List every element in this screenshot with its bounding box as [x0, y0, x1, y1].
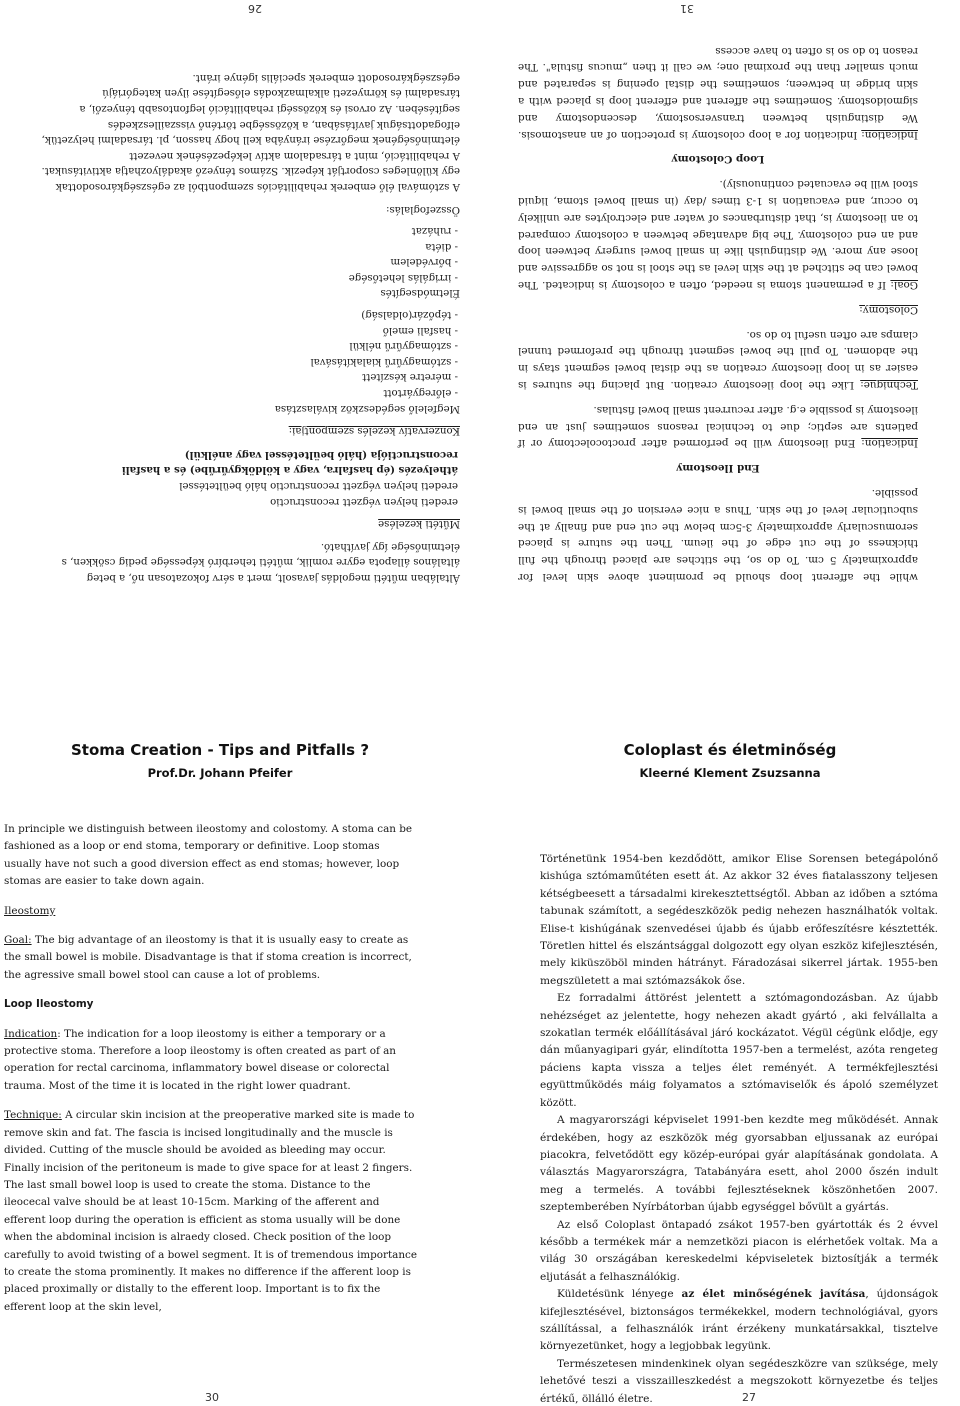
paragraph: [540, 1286, 938, 1356]
paragraph: [518, 401, 918, 451]
paragraph: Ez forradalmi áttörést jelentett a sztómagondozásban. Az újabb nehézséget az jelentette, hogy nehezen akadt gyártó , aki felvállalta a szokatlan termék előállításával járó kockázatot. Végül cégünk elődje, egy dán műanyagipari gyár, elindította 1957-ben a termelést, azóta rengeteg páciens kapta vissza a teljes élet reményét. A termékfejlesztési együttműködés máig folyamatos a sztómaviselők és ápoló személyzet között.: [540, 992, 938, 1109]
sub-heading: Életmódsegítés: [380, 287, 460, 299]
list-item: - irrigálás lehetősége: [348, 271, 458, 283]
list-item: - hasfali emelő: [382, 324, 458, 336]
paragraph: [4, 932, 419, 984]
article-author: Prof.Dr. Johann Pfeifer: [147, 766, 293, 780]
list-item: - diéta: [425, 240, 458, 252]
paragraph: while the afferent loop should be prominent above skin level for approximately 5 cm. To do so, the stitches are placed through the full thickness of the cut edge of the ileum. Then the suture is placed seromuscularly approximately 3-5cm below the cut end and finally at the subcuticular level of the skin. Thus a nice eversion of the small bowel is possible.: [518, 487, 918, 583]
paragraph: [518, 42, 918, 143]
page-number: 31: [680, 2, 694, 15]
list-item: - sztómagyűrű kialakításával: [310, 355, 458, 367]
list-item: eredeti helyen végzett reconstructio: [270, 495, 458, 507]
section-heading: Loop Colostomy: [671, 153, 765, 166]
label: Indication:: [861, 128, 918, 141]
article-author: Kleerné Klement Zsuzsanna: [639, 766, 821, 780]
paragraph: [4, 1026, 419, 1096]
paragraph: [518, 326, 918, 393]
page-31-body: [518, 34, 918, 585]
label: Goal:: [4, 934, 32, 947]
section-heading: Konzervatív kezelés szempontjai:: [288, 425, 460, 437]
text: End ileostomy will be performed after proctocolectomy or if patients are septic; due to technical reasons sometimes just an end ileostomy is possible e.g. after recurrent small bowel fistulas.: [518, 403, 918, 450]
paragraph: [4, 1107, 419, 1316]
article-title: Stoma Creation - Tips and Pitfalls ?: [70, 741, 370, 759]
article-header: [520, 741, 940, 780]
text: A circular skin incision at the preoperative marked site is made to remove skin and fat. The fascia is incised longitudinally and the muscle is divided. Cutting of the muscle should be avoided as bleeding may occur. Finally incision of the peritoneum is made to give space for at least 2 fingers. The last small bowel loop is used to create the stoma. Distance to the ileocecal valve should be at least 10-15cm. Marking of the afferent and efferent loop during the operation is efficient as stoma usually will be done when the abdominal incision is alraedy closed. Check position of the loop carefully to avoid twisting of a bowel segment. It is of tremendous importance to create the stoma prominently. It makes no difference if the afferent loop is placed proximally or distally to the efferent loop. Important is to fix the efferent loop at the skin level,: [4, 1109, 418, 1313]
paragraph: A sztómával élő emberek rehabilitációs szempontból az egészségkárosodottak egy különleges csoportját képezik. Számos tényező akadályozhatja aktivitásukat. A rehabilitáció, mint a társadalom aktív leképezésének nevezett életminőségének megőrzése irányába kell hogy hasson, pl. társadalmi helyzetük, elfogadottságuk javításában, a közösségbe történő visszailleszkedés segítésében. Az orvosi és közösségi rehabilitáció legfontosabb tényezői, a társadalmi és környezeti alkalmazkodás elősegítése ilyen kategóriájú egészségkárosodott emberek speciális igénye iránt.: [41, 71, 460, 192]
section-heading: Colostomy:: [859, 303, 918, 316]
list-item: - előregyártott: [383, 387, 458, 399]
paragraph: [518, 175, 918, 293]
text: , újdonságok kifejlesztésével, biztonságos termékekkel, modern technológiával, gyors szállítással, a felhasználók iránt érzékeny munkatársakkal, tisztelve környezetünket, hogy a legjobbak legyünk.: [540, 1288, 938, 1353]
article-title: Coloplast és életminőség: [623, 741, 837, 759]
paragraph: A magyarországi képviselet 1991-ben kezdte meg működését. Annak érdekében, hogy az eszközök még gyorsabban eljussanak az európai piacokra, felvetődött egy közép-európai gyár alapításának gondolata. A választás Magyarországra, Tatabányára esett, ahol 2000 őszén indult meg a termelés. A további fejlesztéseknek köszönhetően 2007. szeptemberében Nyírbátorban újabb egységgel bővült a gyártás.: [540, 1114, 938, 1214]
text: Indication for a loop colostomy is protection of an anastomosis. We distinguish between transversostomy, descendostomy and sigmoidostomy. Sometimes the afferent and efferent loop is placed with a skin bridge in between; sometimes the distal opening is separated and much smaller than the proximal one; we call it then „mucus fistula". The reason to do so is often to have access: [518, 44, 918, 141]
section-heading: Műtéti kezelése: [378, 518, 460, 530]
label: Goal:: [890, 279, 918, 292]
page-number: 30: [205, 1391, 219, 1404]
label: Indication: [4, 1027, 58, 1040]
label: Technique:: [860, 379, 918, 392]
list-item: - bőrvédelem: [390, 256, 458, 268]
sub-heading: Összefoglalás:: [386, 203, 460, 215]
page-number: 27: [742, 1391, 756, 1404]
paragraph: Történetünk 1954-ben kezdődött, amikor Elise Sorensen betegápolónő kishúga sztómaműtéten esett át. Az akkor 32 éves fiatalasszony teljesen kétségbeesett a társadalmi kirekesztettségtől. Abban az időben a sztóma tabunak számított, a segédeszközök pedig nehezen használhatók voltak. Elise-t kishúgának szenvedései újabb és újabb erőfeszítésre késztették. Töretlen hittel és elszántsággal dolgozott egy olyan eszköz kifejlesztésén, mely kiküszöböl minden hátrányt. Fáradozásai sikerrel jártak. 1955-ben megszületett a mai sztómazsákok őse.: [540, 853, 938, 987]
text: Like the loop ileostomy creation. But placing the sutures is easier as in loop ileostomy creation as the distal bowel segment stays in the abdomen. To pull the bowel segment through the preformed tunnel clamps are often useful to do so.: [518, 328, 918, 392]
page-26: [0, 0, 480, 703]
page-number: 26: [248, 2, 262, 15]
sub-heading: Megfelelő segédeszköz kiválasztása: [274, 402, 460, 414]
paragraph: In principle we distinguish between ileostomy and colostomy. A stoma can be fashioned as a loop or end stoma, temporary or definitive. Loop stomas usually have not such a good diversion effect as end stomas; however, loop stomas are easier to take down again.: [4, 823, 413, 888]
section-heading: End Ileostomy: [676, 462, 760, 475]
list-item: eredeti helyen végzett reconstructio háló beültetéssel: [179, 480, 458, 492]
section-heading: Ileostomy: [4, 904, 56, 917]
list-item: - tépőzár(oldalság): [361, 309, 458, 321]
text: Küldetésünk lényege: [557, 1288, 682, 1301]
paragraph: Természetesen mindenkinek olyan segédeszközre van szüksége, mely lehetővé teszi a visszailleszkedést a megszokott környezetbe és teljes értékű, öllálló életre.: [540, 1357, 938, 1405]
section-heading: Loop Ileostomy: [4, 998, 94, 1011]
article-body: [540, 851, 938, 1406]
article-body: [4, 821, 419, 1328]
paragraph: Általában műtéti megoldás javasolt, mert a sérv fokozatosan nő, a beteg általános állapota egyre romlik, műtéti teherbíró képessége pedig csökken, s életminősége így javítható.: [61, 540, 460, 583]
page-30: [0, 703, 480, 1406]
page-27: [480, 703, 960, 1406]
lower-spread: [0, 703, 960, 1406]
list-item: - ruházat: [411, 225, 458, 237]
text: : The indication for a loop ileostomy is either a temporary or a protective stoma. Therefore a loop ileostomy is often created as part of an operation for rectal carcinoma, inflammatory bowel disease or colorectal trauma. Most of the time it is located in the right lower quadrant.: [4, 1027, 396, 1092]
text: The big advantage of an ileostomy is that it is usually easy to create as the small bowel is mobile. Disadvantage is that if stoma creation is incorrect, the agressive small bowel stool can cause a lot of problems.: [4, 934, 412, 981]
text: If a permanent stoma is needed, often a colostomy is indicated. The bowel can be stitched at the skin level as the stool is not so aggressive and loose any more. We distinguish like in small bowel surgery between loop and an end colostomy. The big advantage between a colostomy compared to an ileostomy is, that disturbances of water and electrolytes are unlikely to occur, and evacuation is 1-3 times /day (in small bowel stoma, liquid stool will be evacuated continuously).: [518, 178, 918, 292]
list-item: - méretre készített: [362, 371, 458, 383]
label: Technique:: [4, 1109, 62, 1122]
label: Indication:: [861, 437, 918, 450]
paragraph: Az első Coloplast öntapadó zsákot 1957-ben gyártották és 2 évvel később a termékek már a nemzetközi piacon is elérhetőek voltak. Ma a világ 30 országában kereskedelmi képviseletek biztosítják a termék eljutását a felhasználókig.: [540, 1218, 938, 1283]
emphasis: az élet minőségének javítása: [681, 1288, 866, 1301]
page-31: [480, 0, 960, 703]
list-item: áthelyezés (ép hasfalra, vagy a köldökgyűrűbe) és a hasfali reconstructiója (háló beültetéssel vagy anélkül): [121, 448, 458, 477]
list-item: - sztómagyűrű nélkül: [349, 340, 458, 352]
page-26-body: [40, 62, 460, 585]
article-header: [20, 741, 420, 780]
